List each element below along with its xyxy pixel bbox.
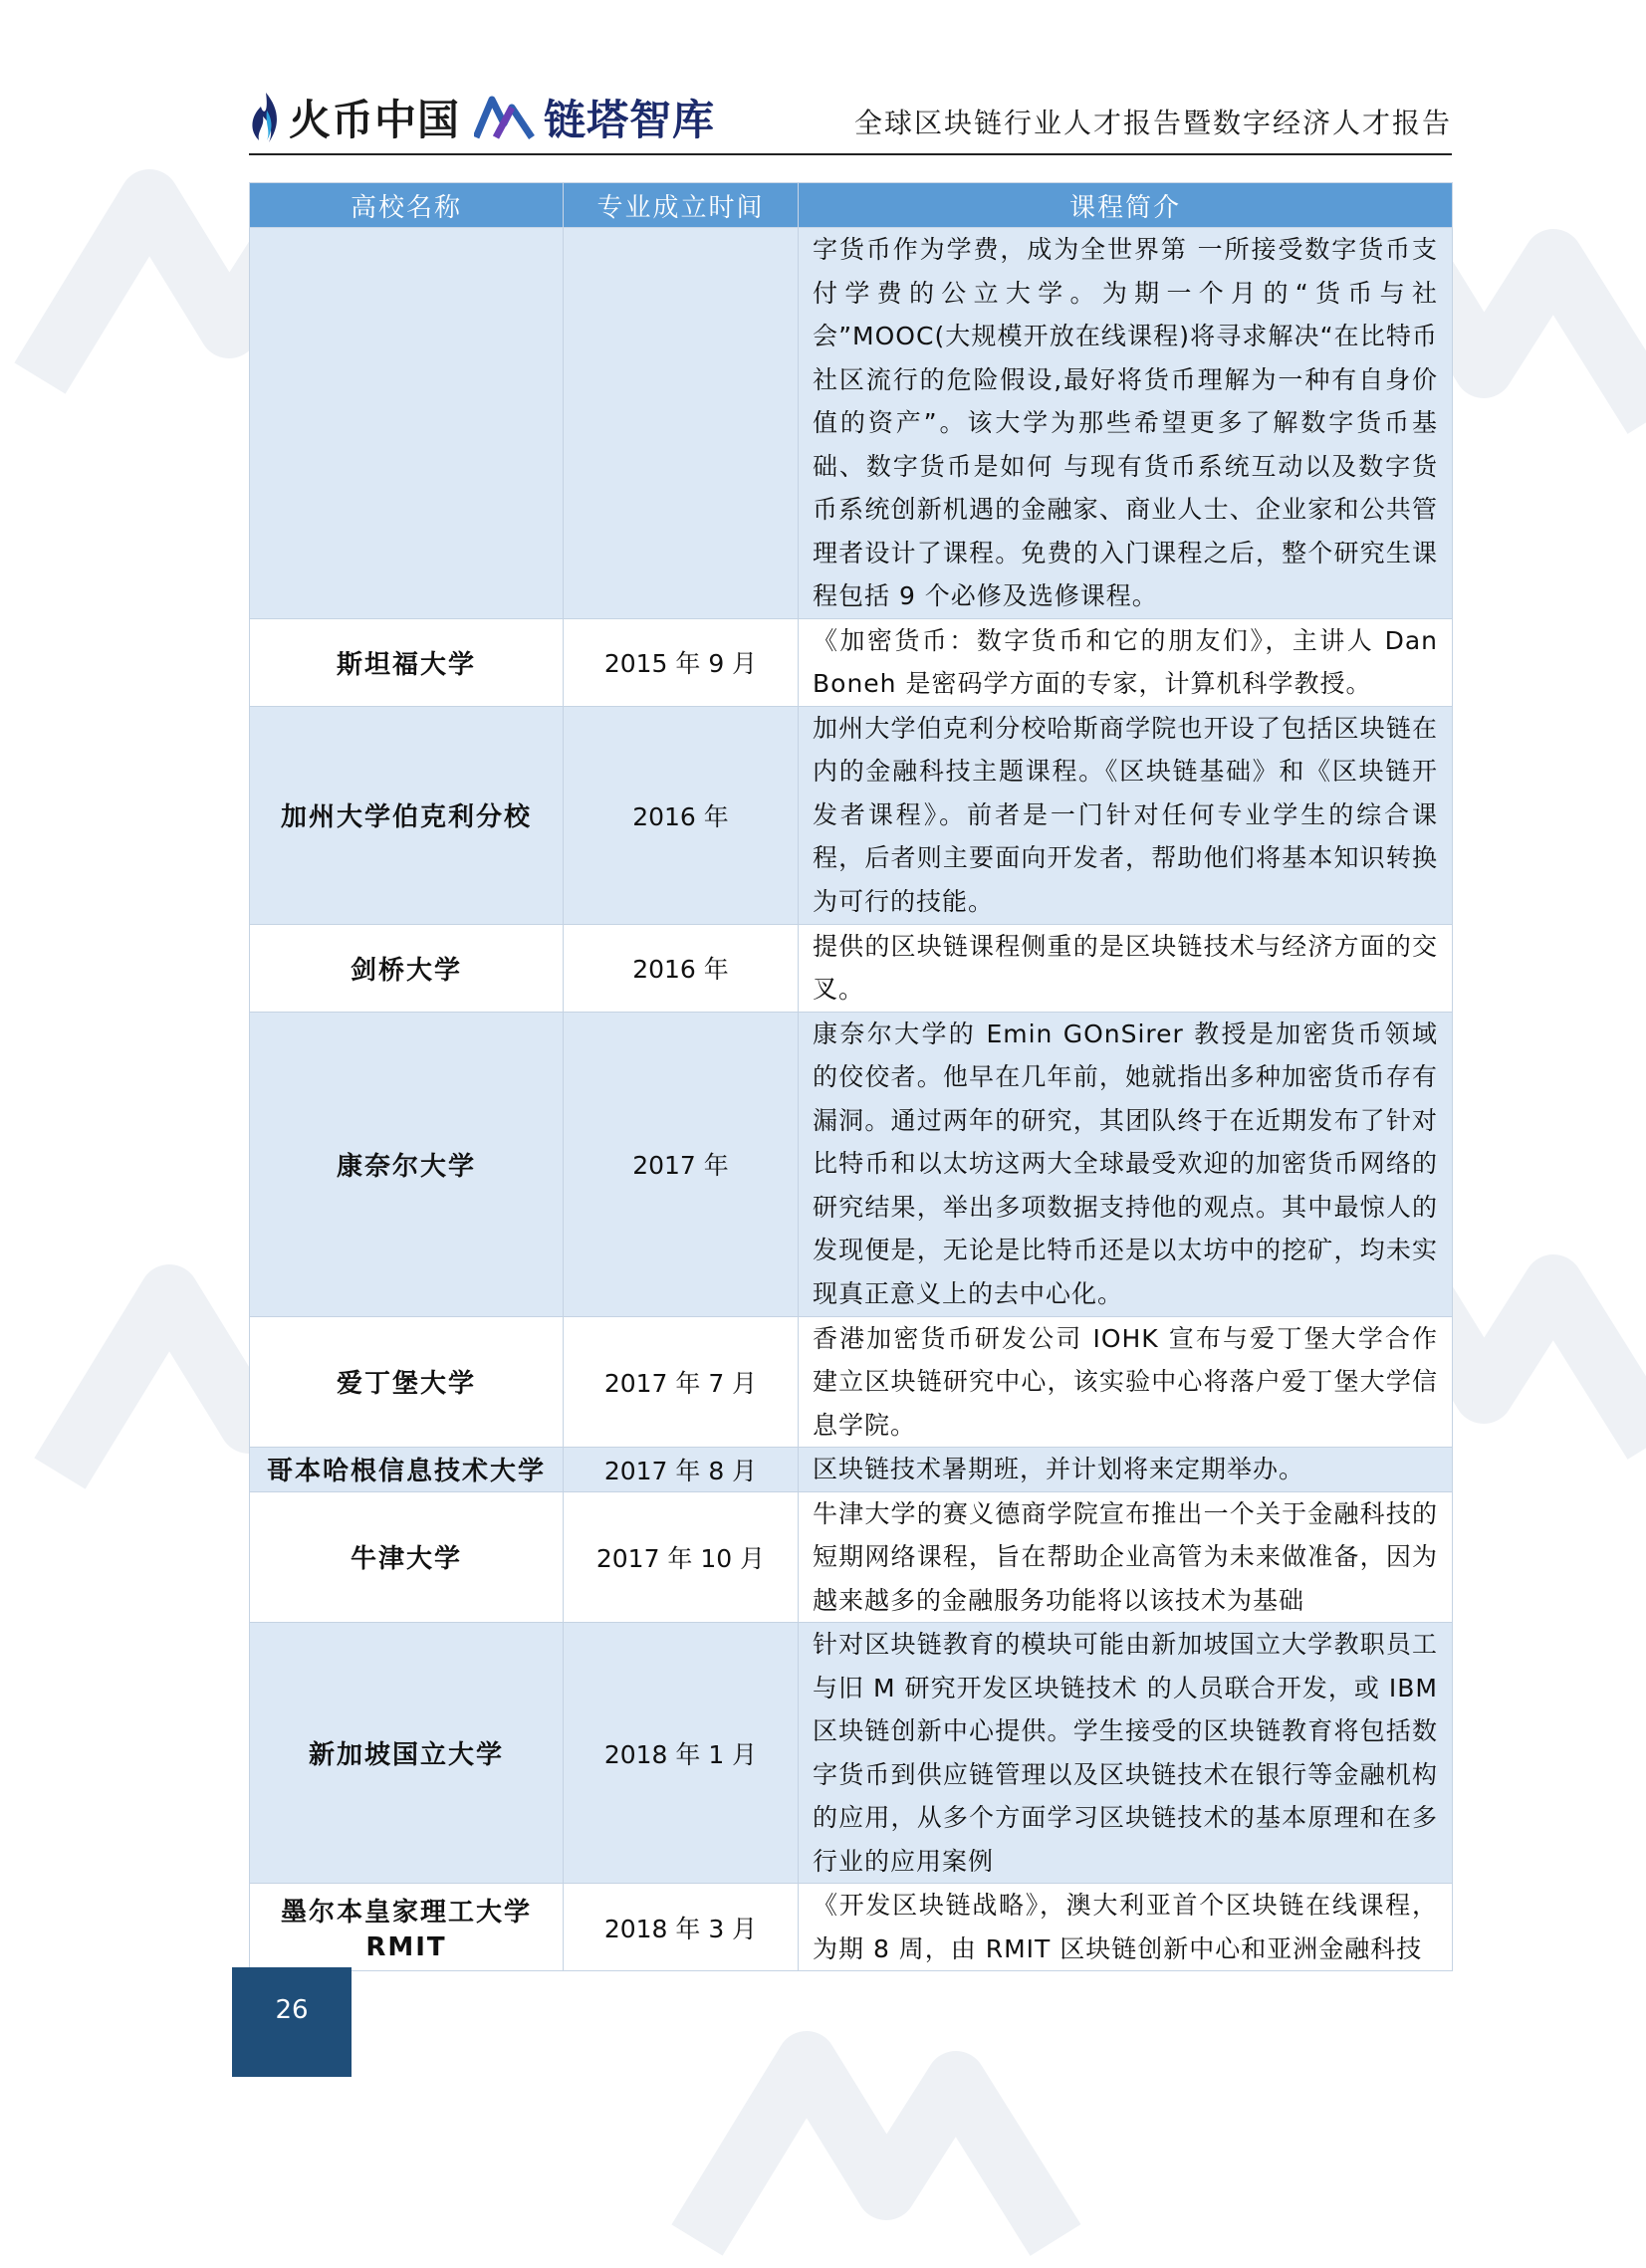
university-name: 斯坦福大学 — [250, 618, 564, 706]
column-header-university: 高校名称 — [250, 183, 564, 228]
chain-tower-logo-icon — [474, 94, 538, 141]
table-row — [250, 618, 1453, 706]
table-row — [250, 924, 1453, 1012]
university-name — [250, 1884, 564, 1971]
course-intro: 加州大学伯克利分校哈斯商学院也开设了包括区块链在内的金融科技主题课程。《区块链基础》和《区块链开发者课程》。前者是一门针对任何专业学生的综合课程，后者则主要面向开发者，帮助他们将基本知识转换为可行的技能。 — [799, 706, 1453, 924]
program-date: 2017 年 8 月 — [564, 1448, 799, 1492]
table-row — [250, 1623, 1453, 1884]
university-name: 牛津大学 — [250, 1491, 564, 1623]
course-intro: 牛津大学的赛义德商学院宣布推出一个关于金融科技的短期网络课程，旨在帮助企业高管为未来做准备，因为越来越多的金融服务功能将以该技术为基础 — [799, 1491, 1453, 1623]
course-intro: 区块链技术暑期班，并计划将来定期举办。 — [799, 1448, 1453, 1492]
university-name-line1: 墨尔本皇家理工大学 — [280, 1898, 532, 1928]
table-header-row — [250, 183, 1453, 228]
course-intro: 香港加密货币研发公司 IOHK 宣布与爱丁堡大学合作建立区块链研究中心，该实验中心将落户爱丁堡大学信息学院。 — [799, 1316, 1453, 1448]
university-name: 哥本哈根信息技术大学 — [250, 1448, 564, 1492]
program-date: 2017 年 7 月 — [564, 1316, 799, 1448]
logo-group — [249, 88, 715, 147]
program-date: 2018 年 3 月 — [564, 1884, 799, 1971]
university-course-table — [249, 182, 1453, 1971]
university-name: 爱丁堡大学 — [250, 1316, 564, 1448]
page-number: 26 — [275, 1995, 309, 2025]
course-intro: 针对区块链教育的模块可能由新加坡国立大学教职员工与旧 M 研究开发区块链技术 的人员联合开发，或 IBM 区块链创新中心提供。学生接受的区块链教育将包括数字货币到供应链管理以及区块链技术在银行等金融机构的应用，从多个方面学习区块链技术的基本原理和在多行业的应用案例 — [799, 1623, 1453, 1884]
column-header-date: 专业成立时间 — [564, 183, 799, 228]
course-intro: 康奈尔大学的 Emin GOnSirer 教授是加密货币领域的佼佼者。他早在几年前，她就指出多种加密货币存有漏洞。通过两年的研究，其团队终于在近期发布了针对比特币和以太坊这两大全球最受欢迎的加密货币网络的研究结果，举出多项数据支持他的观点。其中最惊人的发现便是，无论是比特币还是以太坊中的挖矿，均未实现真正意义上的去中心化。 — [799, 1012, 1453, 1316]
program-date: 2015 年 9 月 — [564, 618, 799, 706]
table-row — [250, 1491, 1453, 1623]
table-row — [250, 1012, 1453, 1316]
program-date: 2016 年 — [564, 706, 799, 924]
university-name — [250, 228, 564, 619]
university-name-line2: RMIT — [365, 1932, 447, 1962]
program-date: 2017 年 10 月 — [564, 1491, 799, 1623]
university-name: 加州大学伯克利分校 — [250, 706, 564, 924]
program-date: 2017 年 — [564, 1012, 799, 1316]
course-intro: 字货币作为学费，成为全世界第 一所接受数字货币支付学费的公立大学。为期一个月的“货币与社会”MOOC(大规模开放在线课程)将寻求解决“在比特币社区流行的危险假设,最好将货币理解为一种有自身价值的资产”。该大学为那些希望更多了解数字货币基础、数字货币是如何 与现有货币系统互动以及数字货币系统创新机遇的金融家、商业人士、企业家和公共管理者设计了课程。免费的入门课程之后，整个研究生课程包括 9 个必修及选修课程。 — [799, 228, 1453, 619]
course-intro: 《开发区块链战略》，澳大利亚首个区块链在线课程，为期 8 周，由 RMIT 区块链创新中心和亚洲金融科技 — [799, 1884, 1453, 1971]
table-row — [250, 228, 1453, 619]
column-header-intro: 课程简介 — [799, 183, 1453, 228]
flame-logo-icon — [249, 91, 283, 144]
table-row — [250, 1884, 1453, 1971]
table-row — [250, 1316, 1453, 1448]
page-number-box — [232, 1967, 352, 2077]
university-name: 康奈尔大学 — [250, 1012, 564, 1316]
report-title: 全球区块链行业人才报告暨数字经济人才报告 — [853, 107, 1452, 139]
university-name: 新加坡国立大学 — [250, 1623, 564, 1884]
page-header — [249, 80, 1452, 155]
university-name: 剑桥大学 — [250, 924, 564, 1012]
program-date — [564, 228, 799, 619]
program-date: 2018 年 1 月 — [564, 1623, 799, 1884]
course-intro: 《加密货币：数字货币和它的朋友们》，主讲人 Dan Boneh 是密码学方面的专家，计算机科学教授。 — [799, 618, 1453, 706]
logo-liantazhiku-text: 链塔智库 — [544, 96, 716, 144]
program-date: 2016 年 — [564, 924, 799, 1012]
logo-huobi-text: 火币中国 — [289, 96, 461, 144]
table-row — [250, 1448, 1453, 1492]
course-intro: 提供的区块链课程侧重的是区块链技术与经济方面的交叉。 — [799, 924, 1453, 1012]
table-row — [250, 706, 1453, 924]
